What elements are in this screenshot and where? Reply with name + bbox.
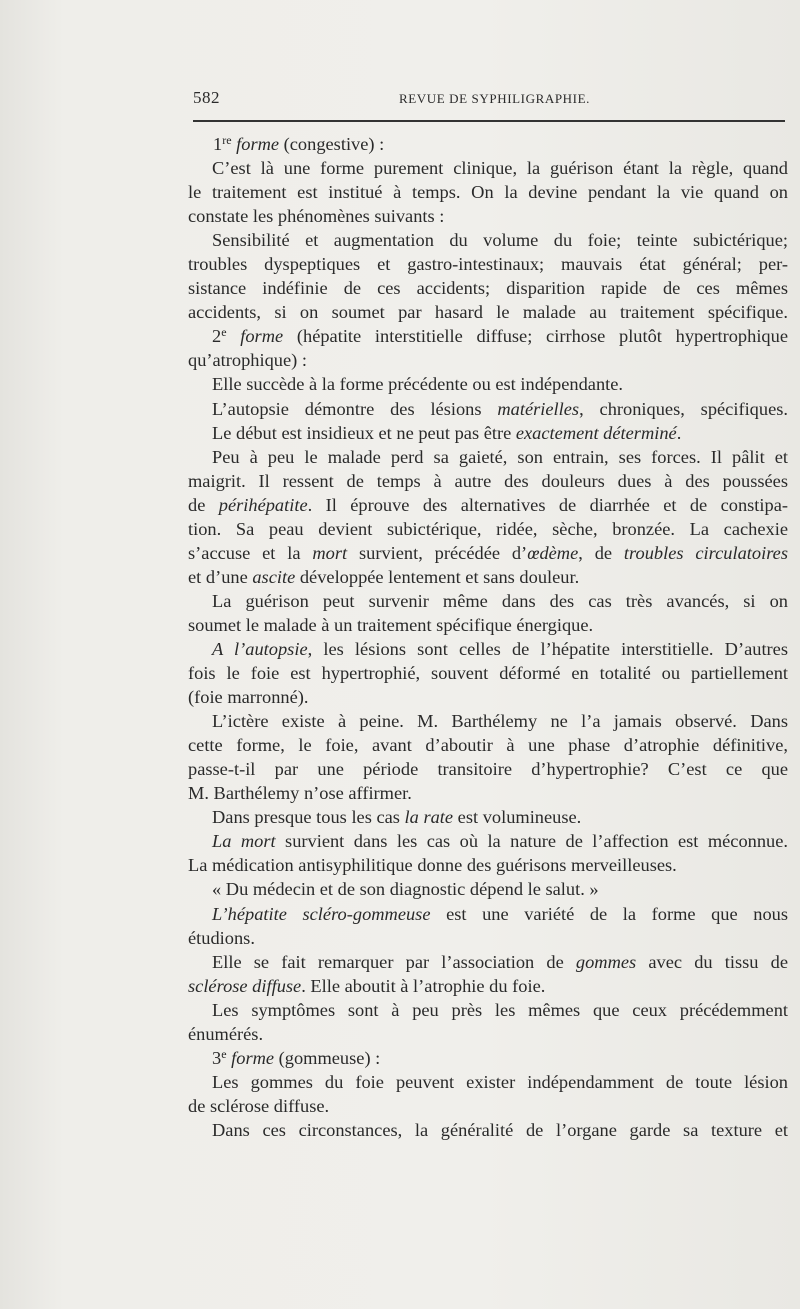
text-line [188,300,788,324]
text-line [188,974,788,998]
text-run: (hépatite interstitielle diffuse; cirrhose plutôt hypertrophique [283,326,788,347]
text-run: étudions. [188,927,255,948]
text-line [188,156,788,180]
text-line [188,733,788,757]
italic-text: œdème [527,542,579,563]
text-line [188,324,788,348]
text-run: La guérison peut survenir même dans des cas très avancés, si on [212,590,788,611]
text-line [188,252,788,276]
text-line [188,180,788,204]
text-run: Dans presque tous les cas [212,807,405,828]
text-line [188,637,788,661]
text-run: qu’atrophique) : [188,350,307,371]
text-run: , de [578,542,624,563]
page-header [193,88,785,110]
text-line [188,661,788,685]
text-run: Les gommes du foie peuvent exister indépendamment de toute lésion [212,1071,788,1092]
text-run: soumet le malade à un traitement spécifique énergique. [188,614,594,635]
italic-text: mort [312,542,348,563]
text-line [188,1070,788,1094]
text-run: . [676,422,682,443]
text-line [188,517,788,541]
text-run: (foie marronné). [188,687,309,708]
italic-text: sclérose diffuse [188,975,302,996]
italic-text: forme [236,134,280,154]
text-line [188,421,788,445]
text-run: Elle se fait remarquer par l’association de [212,951,576,972]
text-line [188,853,788,877]
text-line [188,829,788,853]
text-run: Les symptômes sont à peu près les mêmes que ceux précédemment [212,999,788,1020]
text-run: de sclérose diffuse. [188,1095,330,1116]
text-run: cette forme, le foie, avant d’aboutir à une phase d’atrophie définitive, [188,735,788,756]
text-run: Dans ces circonstances, la généralité de l’organe garde sa texture et [212,1119,788,1140]
text-run: accidents, si on soumet par hasard le malade au traitement spécifique. [188,302,788,323]
text-run: La médication antisyphilitique donne des guérisons merveilleuses. [188,855,677,876]
italic-text: L’hépatite scléro-gommeuse [212,903,431,924]
text-run: est une variété de la forme que nous [430,903,788,924]
running-head: REVUE DE SYPHILIGRAPHIE. [399,91,590,106]
text-run: M. Barthélemy n’ose affirmer. [188,783,412,804]
text-run: est volumineuse. [453,807,582,828]
page-number: 582 [193,88,220,107]
text-line [188,998,788,1022]
text-line [188,493,788,517]
text-line [188,1094,788,1118]
text-run: survient dans les cas où la nature de l’affection est méconnue. [275,831,789,852]
header-rule [193,120,785,122]
text-line [188,228,788,252]
text-run: e [221,1046,227,1061]
text-run: Peu à peu le malade perd sa gaieté, son entrain, ses forces. Il pâlit et [212,446,788,467]
italic-text: La mort [212,831,276,852]
text-line [188,902,788,926]
text-line [188,781,788,805]
text-run: 2 [212,326,222,347]
italic-text: forme [231,1047,275,1068]
text-line [188,132,788,156]
text-line [188,469,788,493]
text-line [188,276,788,300]
italic-text: périhépatite [218,494,308,515]
text-run: Elle succède à la forme précédente ou est indépendante. [212,374,624,395]
text-run: 1 [213,134,223,154]
text-run: tion. Sa peau devient subictérique, ridée, sèche, bronzée. La cachexie [188,518,788,539]
text-line [188,1022,788,1046]
text-run: constate les phénomènes suivants : [188,206,445,227]
italic-text: gommes [575,951,637,972]
text-run: L’ictère existe à peine. M. Barthélemy ne l’a jamais observé. Dans [212,711,788,732]
text-run: s’accuse et la [188,542,313,563]
text-line [188,541,788,565]
italic-text: troubles circulatoires [623,542,788,563]
text-run: (gommeuse) : [274,1047,381,1068]
text-run: Sensibilité et augmentation du volume du foie; teinte subictérique; [212,230,788,251]
italic-text: exactement déterminé [515,422,677,443]
text-line [188,204,788,228]
text-run: re [222,133,232,147]
text-run: Le début est insidieux et ne peut pas être [212,422,516,443]
text-run: « Du médecin et de son diagnostic dépend le salut. » [212,879,599,900]
text-line [188,613,788,637]
text-line [188,1046,788,1070]
italic-text: la rate [404,807,454,828]
text-run: le traitement est institué à temps. On la devine pendant la vie quand on [188,182,788,203]
text-run: fois le foie est hypertrophié, souvent déformé en totalité ou partiellement [188,663,788,684]
text-run: troubles dyspeptiques et gastro-intestinaux; mauvais état général; per- [188,254,788,275]
text-run: L’autopsie démontre des lésions [212,398,498,419]
text-run: sistance indéfinie de ces accidents; disparition rapide de ces mêmes [188,278,788,299]
text-line [188,685,788,709]
text-run: de [188,494,219,515]
text-line [188,589,788,613]
italic-text: matérielles [497,398,580,419]
text-run: e [221,325,227,340]
text-run: et d’une [188,566,253,587]
text-run: avec du tissu de [636,951,788,972]
italic-text: forme [240,326,284,347]
text-run: énumérés. [188,1023,264,1044]
text-run: passe-t-il par une période transitoire d’hypertrophie? C’est ce que [188,759,788,780]
italic-text: A l’autopsie [212,638,308,659]
text-run: C’est là une forme purement clinique, la guérison étant la règle, quand [212,158,788,179]
text-line [188,445,788,469]
text-run: survient, précédée d’ [347,542,528,563]
text-line [188,348,788,372]
text-line [188,709,788,733]
italic-text: ascite [252,566,296,587]
text-line [188,877,788,901]
text-run [227,326,241,346]
text-run: , chroniques, spécifiques. [579,398,788,419]
text-run: maigrit. Il ressent de temps à autre des douleurs dues à des poussées [188,470,788,491]
text-line [188,926,788,950]
text-run: , les lésions sont celles de l’hépatite interstitielle. D’autres [307,638,788,659]
body-text [188,132,788,1142]
text-line [188,565,788,589]
text-line [188,397,788,421]
text-line [188,757,788,781]
text-line [188,372,788,396]
text-line [188,1118,788,1142]
text-run: 3 [212,1047,222,1068]
text-run: . Elle aboutit à l’atrophie du foie. [301,975,546,996]
text-run: (congestive) : [279,134,385,154]
text-run: développée lentement et sans douleur. [295,566,580,587]
text-line [188,950,788,974]
text-run: . Il éprouve des alternatives de diarrhée et de constipa- [307,494,788,515]
text-line [188,805,788,829]
